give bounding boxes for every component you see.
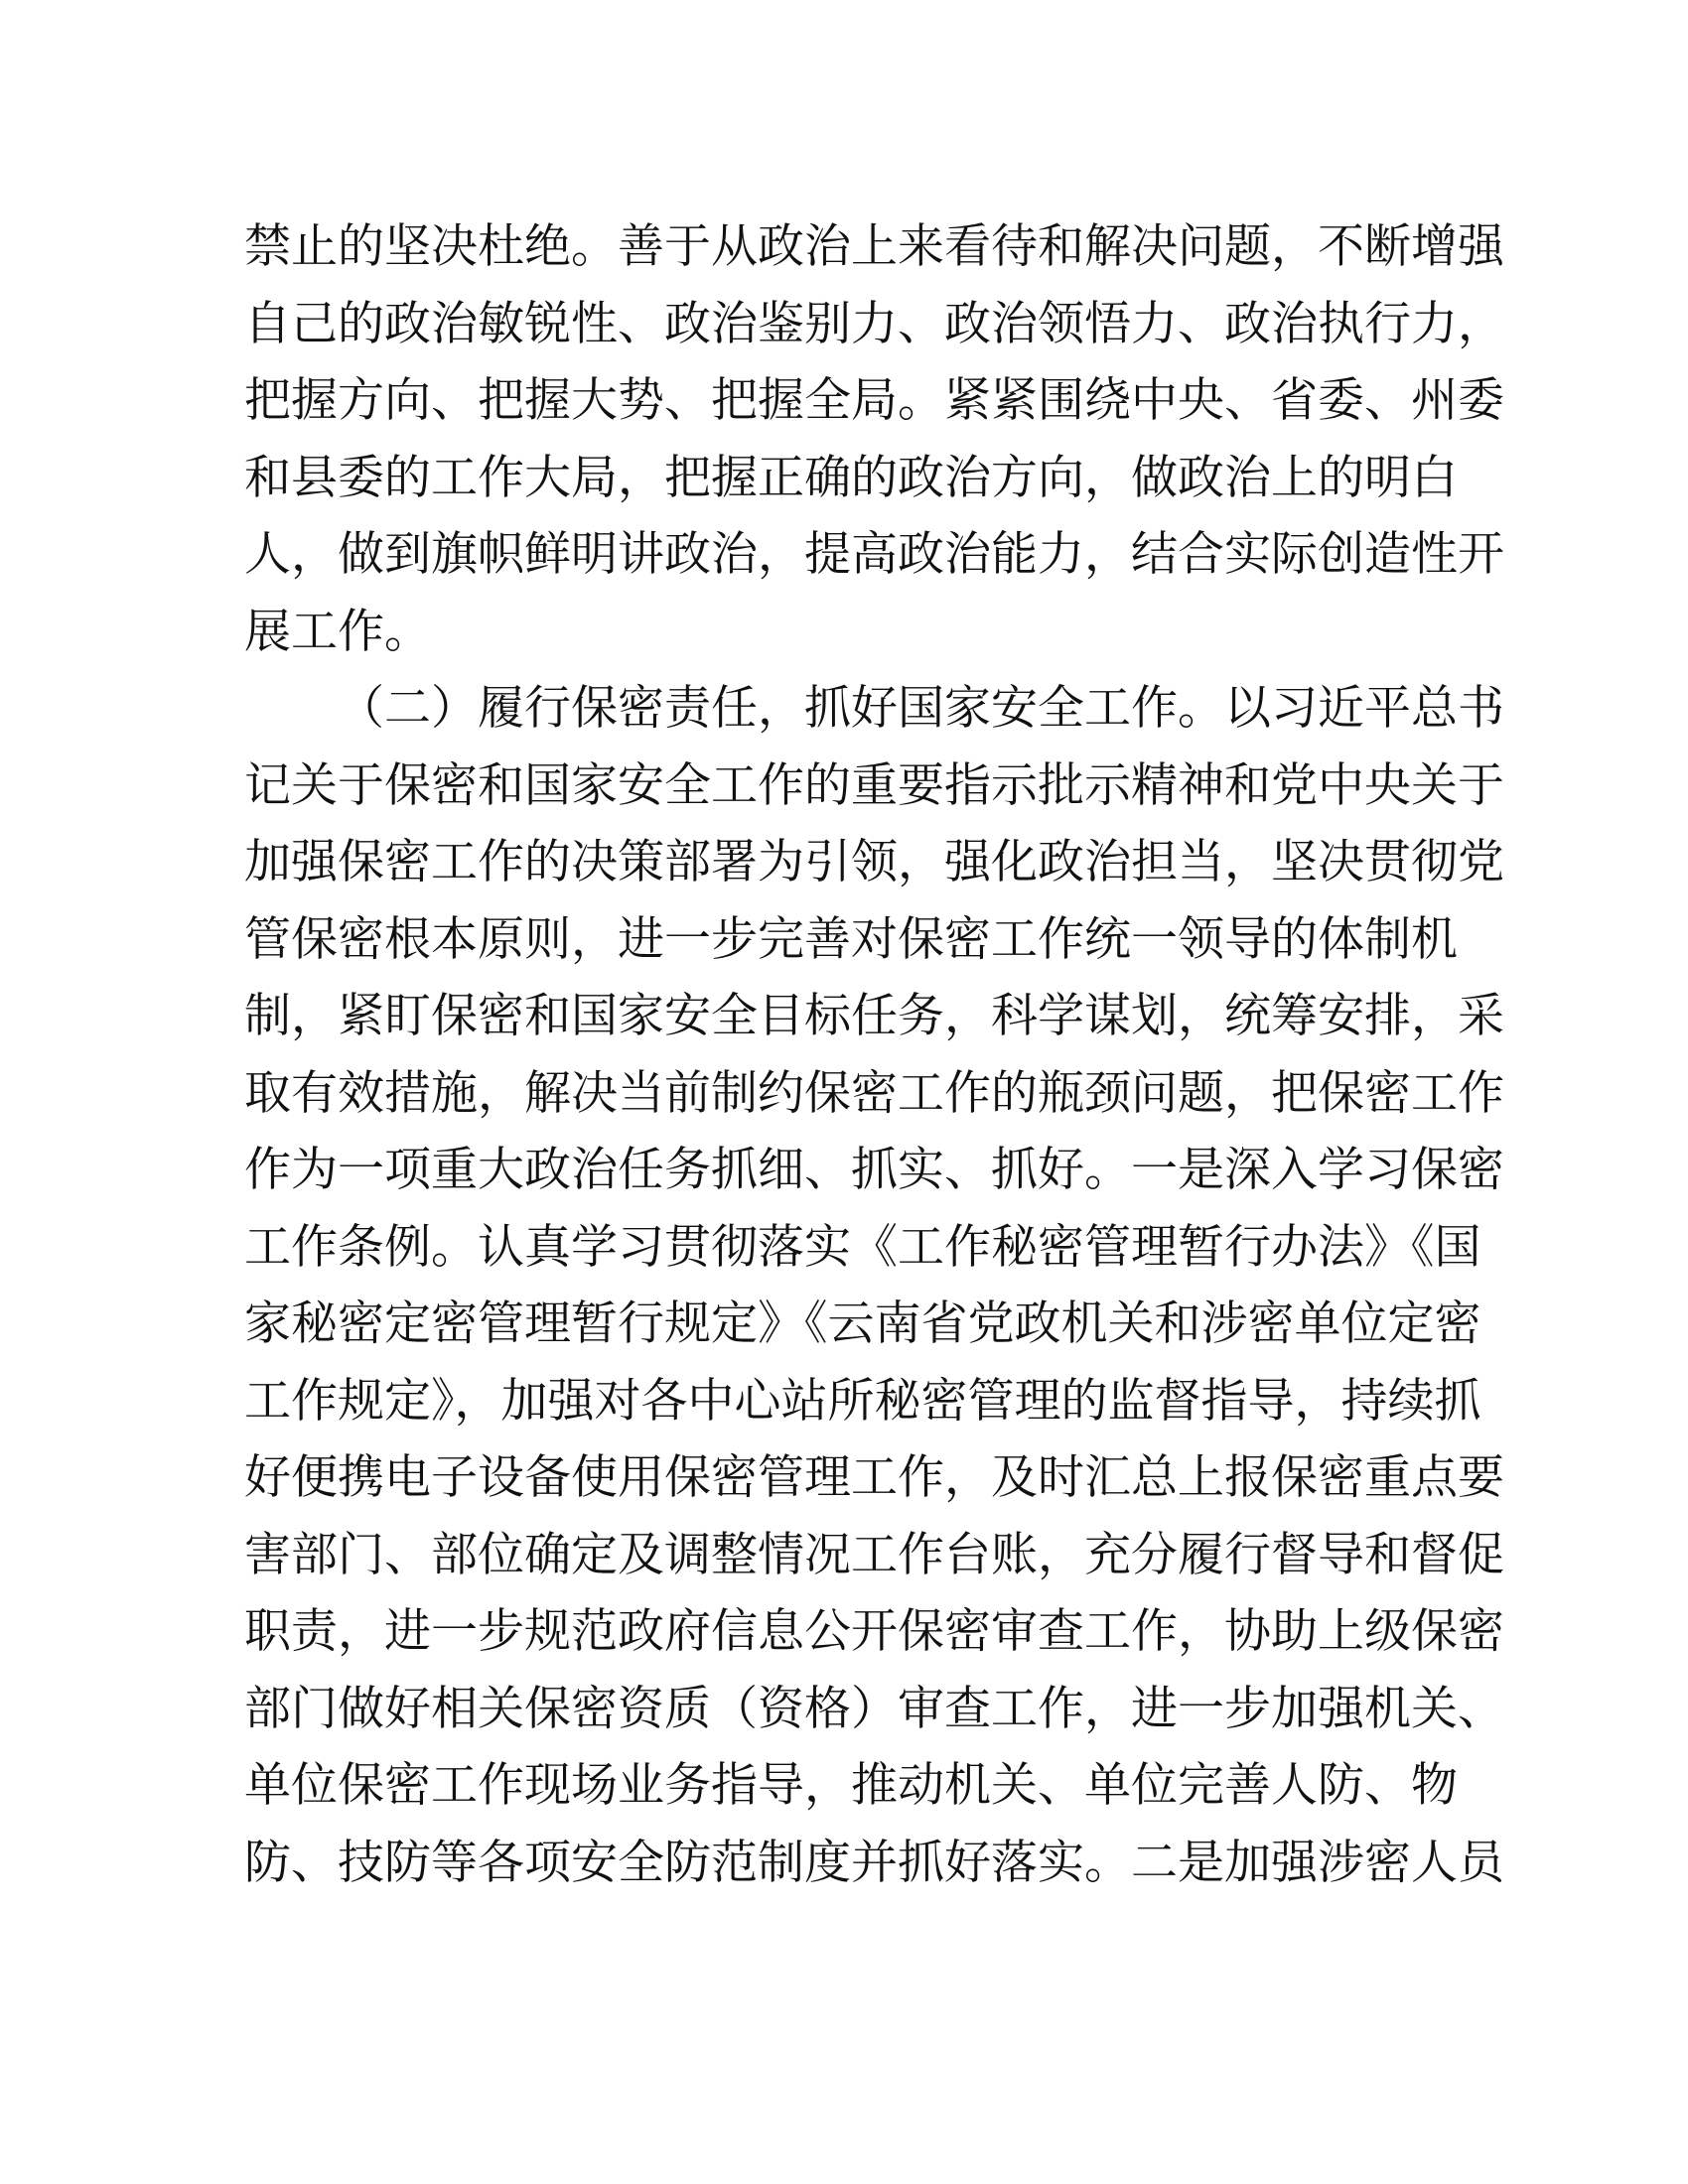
text-line: 职责，进一步规范政府信息公开保密审查工作，协助上级保密: [244, 1604, 1504, 1659]
text-line: 工作规定》，加强对各中心站所秘密管理的监督指导，持续抓: [244, 1373, 1481, 1429]
text-line: 人，做到旗帜鲜明讲政治，提高政治能力，结合实际创造性开: [244, 527, 1504, 582]
text-line: 加强保密工作的决策部署为引领，强化政治担当，坚决贯彻党: [244, 835, 1504, 889]
text-line: 防、技防等各项安全防范制度并抓好落实。二是加强涉密人员: [244, 1835, 1504, 1890]
text-line: 禁止的坚决杜绝。善于从政治上来看待和解决问题，不断增强: [244, 219, 1504, 274]
text-line: 好便携电子设备使用保密管理工作，及时汇总上报保密重点要: [244, 1450, 1504, 1505]
text-line: 取有效措施，解决当前制约保密工作的瓶颈问题，把保密工作: [244, 1065, 1504, 1121]
text-line: 和县委的工作大局，把握正确的政治方向，做政治上的明白: [244, 450, 1458, 505]
text-line: 展工作。: [244, 604, 431, 659]
text-line: 作为一项重大政治任务抓细、抓实、抓好。一是深入学习保密: [244, 1143, 1504, 1197]
text-line: 工作条例。认真学习贯彻落实《工作秘密管理暂行办法》《国: [244, 1219, 1481, 1275]
text-line: 单位保密工作现场业务指导，推动机关、单位完善人防、物: [244, 1758, 1458, 1813]
text-line: 家秘密定密管理暂行规定》《云南省党政机关和涉密单位定密: [244, 1297, 1481, 1351]
text-line: 管保密根本原则，进一步完善对保密工作统一领导的体制机: [244, 911, 1458, 967]
paragraph-2: [244, 670, 1504, 1901]
text-line: 制，紧盯保密和国家安全目标任务，科学谋划，统筹安排，采: [244, 989, 1504, 1043]
body-text: [244, 208, 1504, 1901]
paragraph-1: [244, 208, 1504, 670]
text-line: （二）履行保密责任，抓好国家安全工作。以习近平总书: [338, 681, 1504, 736]
text-line: 部门做好相关保密资质（资格）审查工作，进一步加强机关、: [244, 1681, 1504, 1736]
text-line: 把握方向、把握大势、把握全局。紧紧围绕中央、省委、州委: [244, 373, 1504, 428]
text-line: 自己的政治敏锐性、政治鉴别力、政治领悟力、政治执行力，: [244, 296, 1504, 351]
text-line: 记关于保密和国家安全工作的重要指示批示精神和党中央关于: [244, 757, 1504, 813]
text-line: 害部门、部位确定及调整情况工作台账，充分履行督导和督促: [244, 1527, 1504, 1582]
